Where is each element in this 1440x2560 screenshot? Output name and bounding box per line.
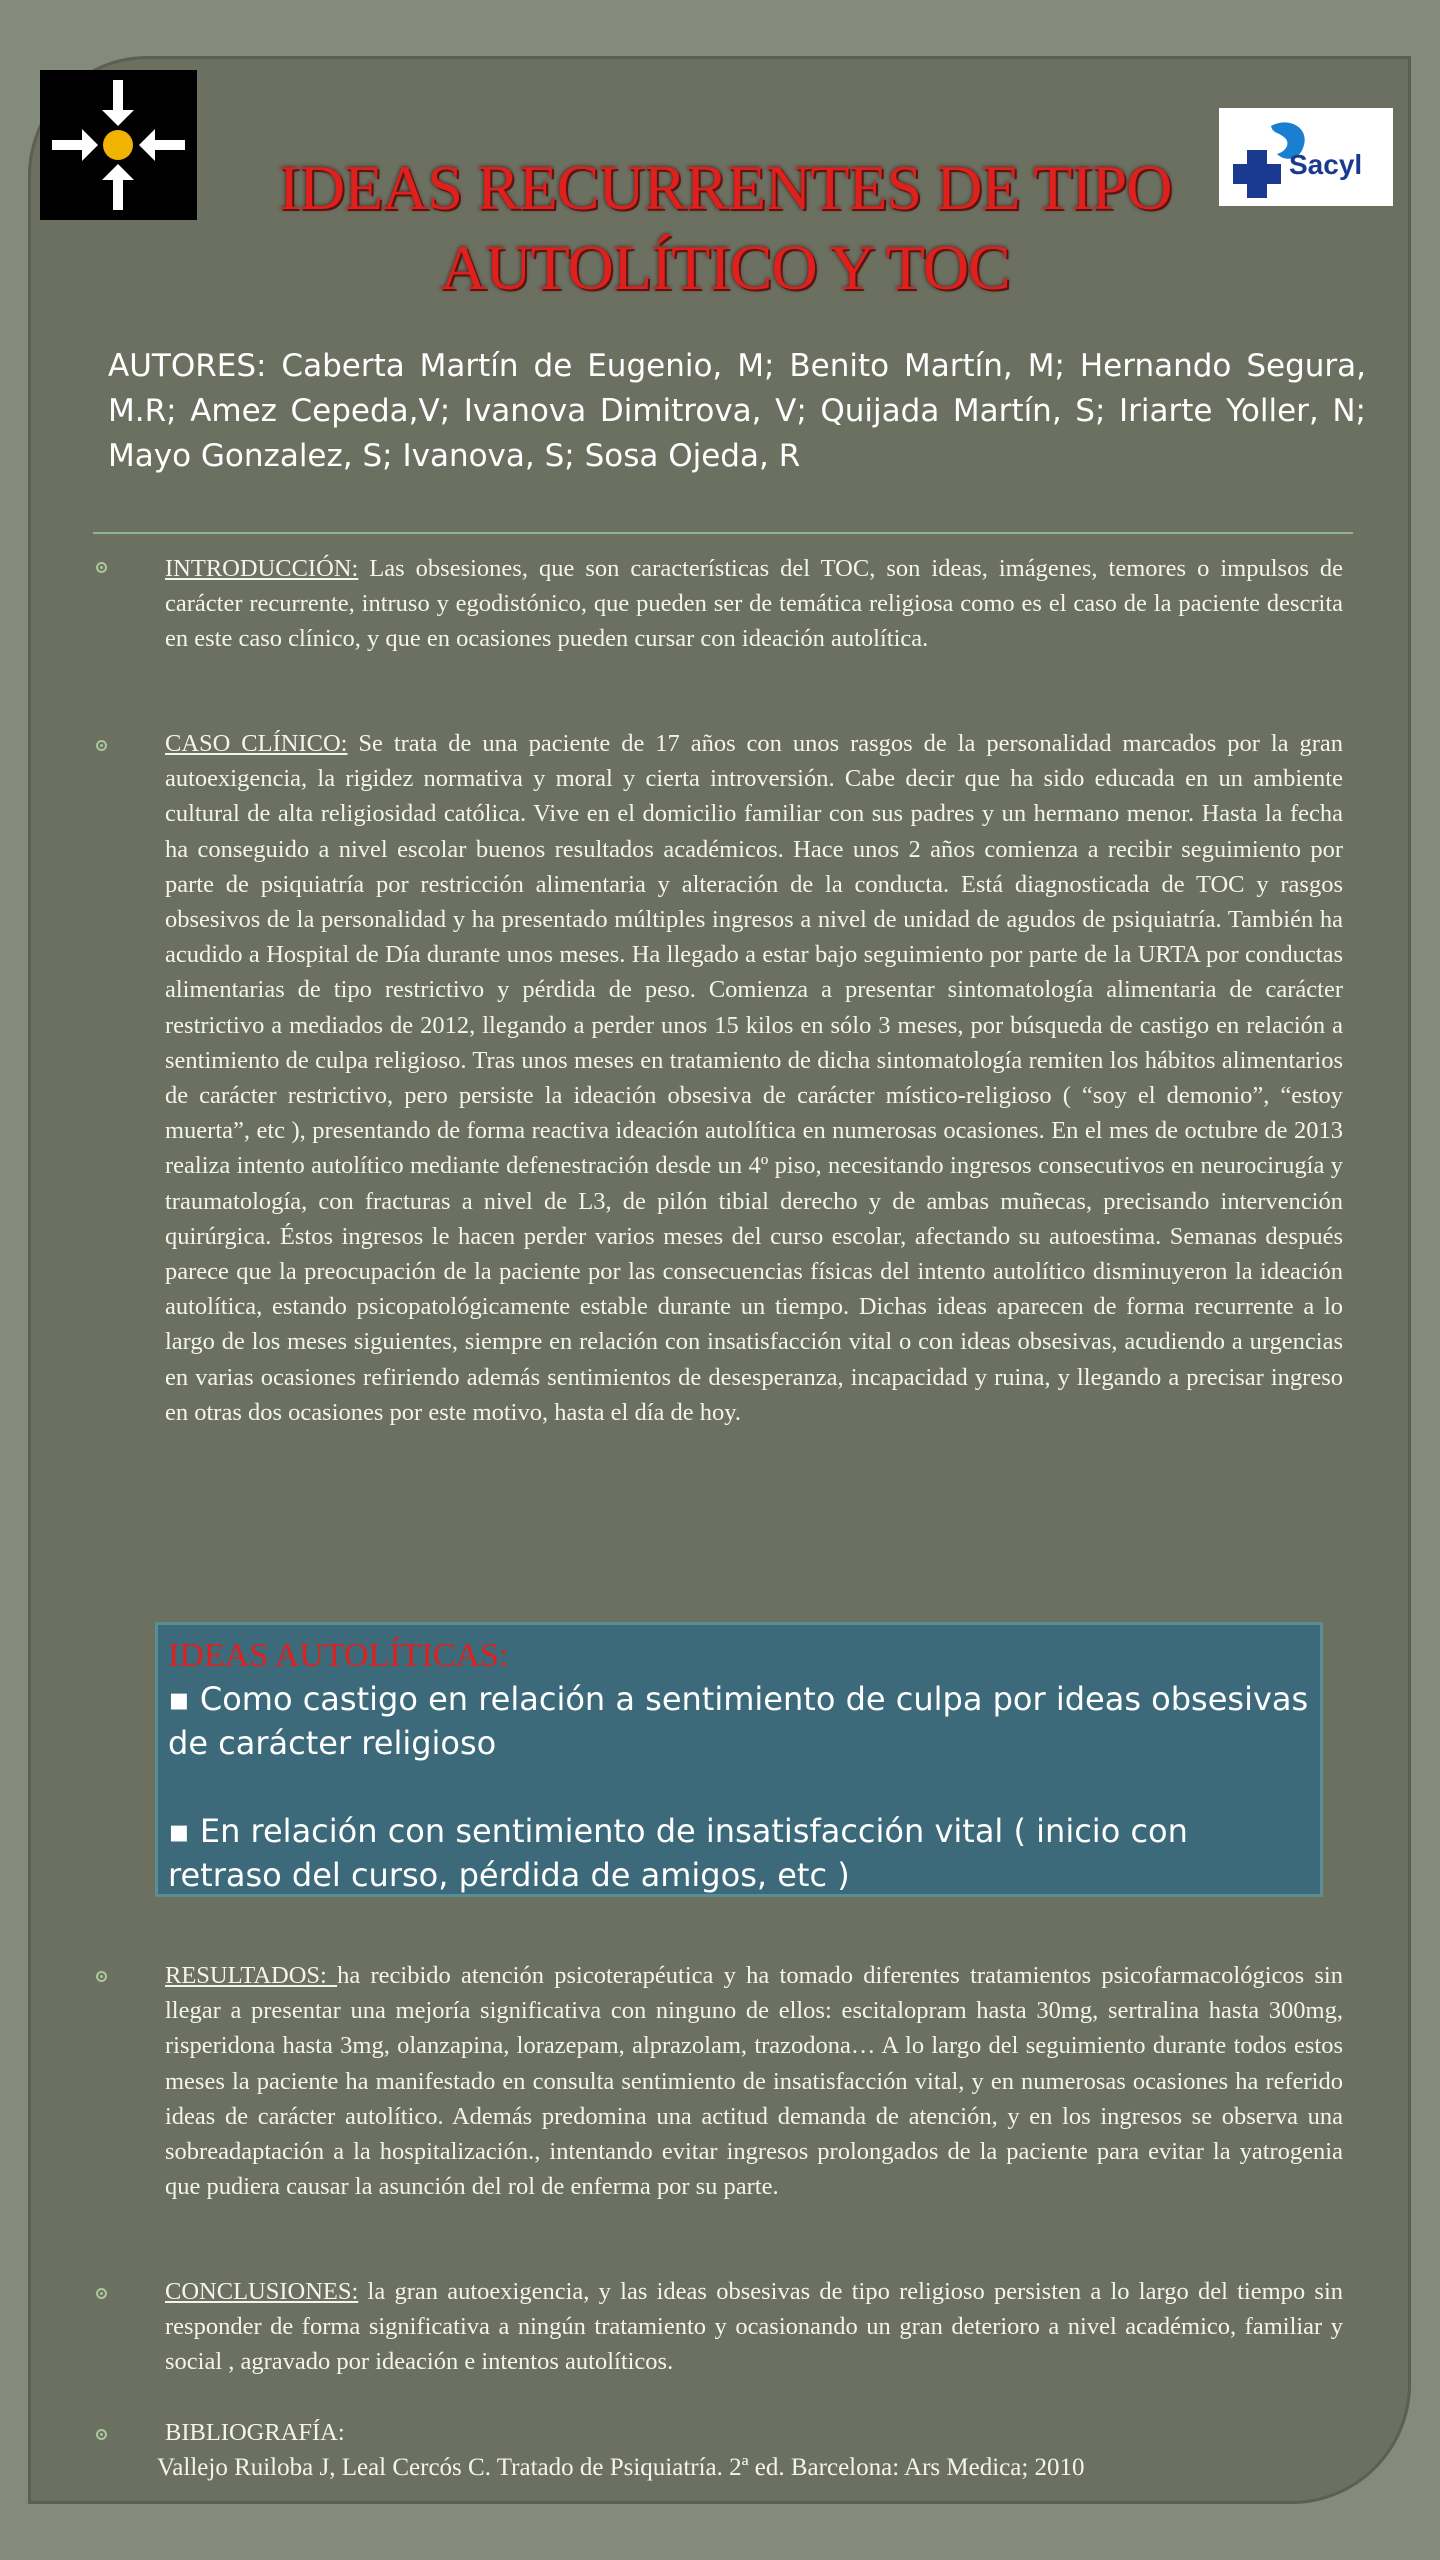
- section-text: la gran autoexigencia, y las ideas obsesivas de tipo religioso persisten a lo largo del tiempo sin responder de forma significativa a ningún tratamiento y ocasionando un gran deterioro a nivel académico, familiar y social , agravado por ideación e intentos autolíticos.: [165, 2278, 1343, 2376]
- bullet-icon: [96, 562, 107, 573]
- callout-item: ▪ En relación con sentimiento de insatisfacción vital ( inicio con retraso del curso, pérdida de amigos, etc ): [168, 1812, 1188, 1894]
- callout-title: IDEAS AUTOLÍTICAS:: [168, 1637, 509, 1674]
- ideas-autoliticas-box: [155, 1622, 1323, 1897]
- compass-arrows-icon: [40, 70, 197, 220]
- bullet-icon: [96, 1971, 107, 1982]
- section-conclusiones: [165, 2274, 1343, 2380]
- section-heading: BIBLIOGRAFÍA:: [165, 2419, 345, 2446]
- title-line-2: AUTOLÍTICO Y TOC: [440, 232, 1010, 303]
- section-text: Las obsesiones, que son características del TOC, son ideas, imágenes, temores o impulsos de carácter recurrente, intruso y egodistónico, que pueden ser de temática religiosa como es el caso de la paciente descrita en este caso clínico, y que en ocasiones pueden cursar con ideación autolítica.: [165, 555, 1343, 653]
- bullet-icon: [96, 2288, 107, 2299]
- section-text: ha recibido atención psicoterapéutica y ha tomado diferentes tratamientos psicofarmacológicos sin llegar a presentar una mejoría significativa con ninguno de ellos: escitalopram hasta 30mg, sertralina hasta 300mg, risperidona hasta 3mg, olanzapina, lorazepam, alprazolam, trazodona… A lo largo del seguimiento durante todos estos meses la paciente ha manifestado en consulta sentimiento de insatisfacción vital, y en numerosas ocasiones ha referido ideas de carácter autolítico. Además predomina una actitud demanda de atención, y en los ingresos se observa una sobreadaptación a la hospitalización., intentando evitar ingresos prolongados de la paciente para evitar la yatrogenia que pudiera causar la asunción del rol de enferma por su parte.: [165, 1962, 1343, 2201]
- section-caso-clinico: [165, 726, 1343, 1430]
- bullet-icon: [96, 2429, 107, 2440]
- poster-title: [200, 148, 1250, 308]
- sacyl-logo-text: Sacyl: [1289, 149, 1363, 180]
- section-introduccion: [165, 551, 1343, 657]
- callout-item: ▪ Como castigo en relación a sentimiento de culpa por ideas obsesivas de carácter religioso: [168, 1680, 1309, 1762]
- section-heading: INTRODUCCIÓN:: [165, 555, 359, 582]
- bullet-icon: [96, 740, 107, 751]
- section-heading: CASO CLÍNICO:: [165, 730, 348, 757]
- title-line-1: IDEAS RECURRENTES DE TIPO: [278, 152, 1172, 223]
- section-heading: CONCLUSIONES:: [165, 2278, 359, 2305]
- divider: [93, 532, 1353, 534]
- section-bibliografia-heading: [165, 2415, 1343, 2450]
- section-resultados: [165, 1958, 1343, 2204]
- section-text: Se trata de una paciente de 17 años con unos rasgos de la personalidad marcados por la gran autoexigencia, la rigidez normativa y moral y cierta introversión. Cabe decir que ha sido educada en un ambiente cultural de alta religiosidad católica. Vive en el domicilio familiar con sus padres y un hermano menor. Hasta la fecha ha conseguido a nivel escolar buenos resultados académicos. Hace unos 2 años comienza a recibir seguimiento por parte de psiquiatría por restricción alimentaria y alteración de la conducta. Está diagnosticada de TOC y rasgos obsesivos de la personalidad y ha presentado múltiples ingresos a nivel de unidad de agudos de psiquiatría. También ha acudido a Hospital de Día durante unos meses. Ha llegado a estar bajo seguimiento por parte de la URTA por conductas alimentarias de tipo restrictivo y pérdida de peso. Comienza a presentar sintomatología alimentaria de carácter restrictivo a mediados de 2012, llegando a perder unos 15 kilos en sólo 3 meses, por búsqueda de castigo en relación a sentimiento de culpa religioso. Tras unos meses en tratamiento de dicha sintomatología remiten los hábitos alimentarios de carácter restrictivo, pero persiste la ideación obsesiva de carácter místico-religioso ( “soy el demonio”, “estoy muerta”, etc ), presentando de forma reactiva ideación autolítica en numerosas ocasiones. En el mes de octubre de 2013 realiza intento autolítico mediante defenestración desde un 4º piso, necesitando ingresos consecutivos en neurocirugía y traumatología, con fracturas a nivel de L3, de pilón tibial derecho y de ambas muñecas, precisando intervención quirúrgica. Éstos ingresos le hacen perder varios meses del curso escolar, afectando su autoestima. Semanas después parece que la preocupación de la paciente por las consecuencias físicas del intento autolítico disminuyeron la ideación autolítica, estando psicopatológicamente estable durante un tiempo. Dichas ideas aparecen de forma recurrente a lo largo de los meses siguientes, siempre en relación con insatisfacción vital o con ideas obsesivas, acudiendo a urgencias en varias ocasiones refiriendo además sentimientos de desesperanza, incapacidad y ruina, y llegando a precisar ingreso en otras dos ocasiones por este motivo, hasta el día de hoy.: [165, 730, 1343, 1426]
- bibliography-entry: Vallejo Ruiloba J, Leal Cercós C. Tratado de Psiquiatría. 2ª ed. Barcelona: Ars Medica; 2010: [157, 2454, 1085, 2481]
- section-heading: RESULTADOS:: [165, 1962, 338, 1989]
- authors-list: AUTORES: Caberta Martín de Eugenio, M; Benito Martín, M; Hernando Segura, M.R; Amez Cepeda,V; Ivanova Dimitrova, V; Quijada Martín, S; Iriarte Yoller, N; Mayo Gonzalez, S; Ivanova, S; Sosa Ojeda, R: [108, 348, 1366, 474]
